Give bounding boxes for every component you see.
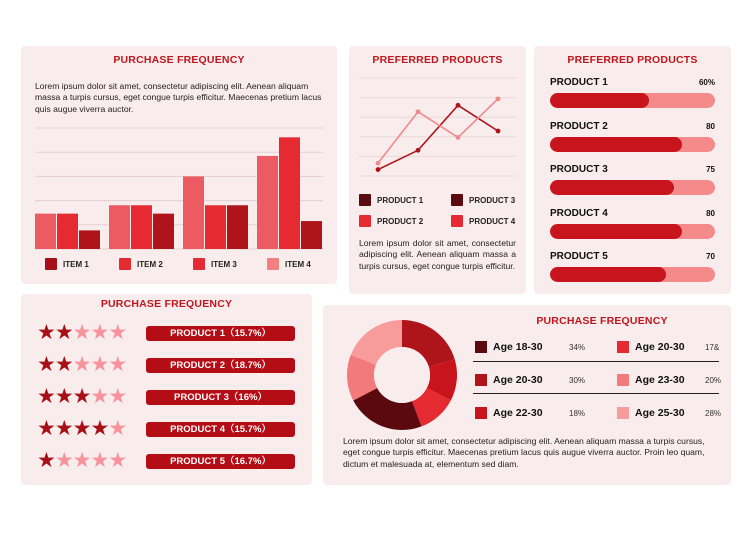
age-label: Age 23-30 <box>635 374 685 386</box>
legend-swatch <box>475 374 487 386</box>
product-pill: PRODUCT 5（16.7%） <box>146 454 295 469</box>
progress-label: PRODUCT 3 <box>550 164 608 175</box>
star-icon: ★ <box>72 385 91 408</box>
age-legend-item <box>617 407 721 419</box>
age-legend-item <box>475 374 585 386</box>
star-icon: ★ <box>72 449 91 472</box>
star-icon: ★ <box>72 321 91 344</box>
age-legend-item <box>475 407 585 419</box>
progress-track <box>550 93 715 108</box>
age-percent: 34% <box>569 342 586 352</box>
star-icon: ★ <box>90 353 109 376</box>
bar-chart <box>21 46 337 284</box>
star-rating <box>37 418 126 439</box>
bar <box>205 205 226 249</box>
progress-value: 80 <box>706 208 715 218</box>
age-percent: 17& <box>705 342 720 352</box>
series-line <box>378 99 498 163</box>
bar <box>227 205 248 249</box>
donut-hole <box>374 347 430 403</box>
age-label: Age 20-30 <box>635 341 685 353</box>
progress-fill <box>550 180 674 195</box>
star-icon: ★ <box>90 321 109 344</box>
panel-title: PURCHASE FREQUENCY <box>100 298 233 310</box>
age-label: Age 25-30 <box>635 407 685 419</box>
progress-value: 75 <box>706 165 715 174</box>
legend-swatch <box>475 341 487 353</box>
panel-description: Lorem ipsum dolor sit amet, consectetur adipiscing elit. Aenean aliquam massa a turpis cursus, eget congue turpis efficitur. Maecenas pretium lacus quis augue viverra auctor. Proin leo quam, dictum et malesuada at, elementum sed diam. <box>343 436 705 469</box>
product-pill: PRODUCT 4（15.7%） <box>146 422 295 437</box>
divider <box>473 393 719 394</box>
legend-swatch <box>617 407 629 419</box>
panel-title: PREFERRED PRODUCTS <box>567 54 698 66</box>
star-icon: ★ <box>37 321 55 344</box>
progress-track <box>550 180 715 195</box>
legend-swatch <box>451 215 463 227</box>
legend-swatch <box>359 215 371 227</box>
panel-description: Lorem ipsum dolor sit amet, consectetur adipiscing elit. Aenean aliquam massa a turpis cursus, eget congue turpis efficitur. <box>359 238 516 271</box>
legend-label: PRODUCT 2 <box>377 216 424 226</box>
bar <box>35 214 56 249</box>
legend-item <box>45 258 89 270</box>
age-distribution-panel <box>323 305 731 485</box>
data-point <box>456 135 461 140</box>
progress-value: 70 <box>706 252 715 261</box>
preferred-products-line-panel <box>349 46 526 294</box>
star-icon: ★ <box>90 449 109 472</box>
panel-description: Lorem ipsum dolor sit amet, consectetur adipiscing elit. Aenean aliquam massa a turpis cursus, eget congue turpis efficitur. Maecenas pretium lacus quis augue viverra auctor. <box>35 81 322 114</box>
data-point <box>376 161 381 166</box>
age-percent: 20% <box>705 375 722 385</box>
star-icon: ★ <box>108 417 127 440</box>
divider <box>473 361 719 362</box>
star-icon: ★ <box>108 321 127 344</box>
data-point <box>496 129 501 134</box>
legend-label: ITEM 1 <box>63 259 89 269</box>
legend-label: PRODUCT 4 <box>469 216 516 226</box>
legend-item <box>267 258 311 270</box>
progress-value: 80 <box>706 121 715 131</box>
progress-label: PRODUCT 2 <box>550 120 608 132</box>
legend-swatch <box>451 194 463 206</box>
bar <box>79 230 100 249</box>
preferred-products-progress-panel <box>534 46 731 294</box>
legend-swatch <box>359 194 371 206</box>
legend-item <box>119 258 163 270</box>
star-icon: ★ <box>54 417 73 440</box>
data-point <box>456 103 461 108</box>
star-icon: ★ <box>108 353 127 376</box>
progress-track <box>550 137 715 152</box>
progress-fill <box>550 267 666 282</box>
star-icon: ★ <box>37 353 55 376</box>
star-icon: ★ <box>54 353 73 376</box>
star-icon: ★ <box>108 449 127 472</box>
age-label: Age 20-30 <box>493 374 543 386</box>
star-icon: ★ <box>37 449 55 472</box>
bar <box>301 221 322 249</box>
progress-track <box>550 267 715 282</box>
age-legend-item <box>617 341 719 353</box>
legend-swatch <box>617 374 629 386</box>
legend-swatch <box>617 341 629 353</box>
bar <box>131 205 152 249</box>
product-pill: PRODUCT 3（16%） <box>146 390 295 405</box>
legend-item <box>193 258 237 270</box>
progress-fill <box>550 224 682 239</box>
progress-label: PRODUCT 1 <box>550 77 608 88</box>
age-legend-item <box>475 341 585 353</box>
age-legend-item <box>617 374 721 386</box>
bar <box>153 214 174 249</box>
legend-swatch <box>475 407 487 419</box>
star-icon: ★ <box>37 385 55 408</box>
star-icon: ★ <box>54 449 73 472</box>
star-rating <box>37 450 126 471</box>
age-label: Age 18-30 <box>493 341 543 353</box>
donut-chart <box>337 310 467 440</box>
legend-item <box>359 215 423 227</box>
panel-title: PURCHASE FREQUENCY <box>536 315 668 327</box>
star-icon: ★ <box>72 417 91 440</box>
legend-label: ITEM 4 <box>285 259 311 269</box>
legend-label: PRODUCT 3 <box>469 195 516 205</box>
bar <box>257 156 278 249</box>
legend-swatch <box>119 258 131 270</box>
age-percent: 28% <box>705 408 722 418</box>
star-rating <box>37 386 126 407</box>
data-point <box>496 96 501 101</box>
legend-item <box>451 194 515 206</box>
legend-label: ITEM 2 <box>137 259 163 269</box>
progress-track <box>550 224 715 239</box>
star-icon: ★ <box>37 417 55 440</box>
age-percent: 18% <box>569 408 586 418</box>
star-icon: ★ <box>54 385 73 408</box>
legend-swatch <box>267 258 279 270</box>
progress-label: PRODUCT 4 <box>550 207 608 219</box>
star-rating-panel <box>21 294 312 485</box>
star-rating <box>37 354 126 375</box>
age-label: Age 22-30 <box>493 407 543 419</box>
legend-swatch <box>193 258 205 270</box>
panel-title: PURCHASE FREQUENCY <box>113 54 245 66</box>
progress-fill <box>550 93 649 108</box>
age-percent: 30% <box>569 375 586 385</box>
series-line <box>378 105 498 169</box>
progress-value: 60% <box>698 78 715 87</box>
star-icon: ★ <box>90 385 109 408</box>
product-pill: PRODUCT 1（15.7%） <box>146 326 295 341</box>
product-pill: PRODUCT 2（18.7%） <box>146 358 295 373</box>
data-point <box>416 148 421 153</box>
panel-title: PREFERRED PRODUCTS <box>372 54 503 66</box>
star-icon: ★ <box>54 321 73 344</box>
bar <box>109 205 130 249</box>
legend-swatch <box>45 258 57 270</box>
bar <box>183 176 204 249</box>
bar <box>57 214 78 249</box>
legend-item <box>359 194 423 206</box>
purchase-frequency-panel <box>21 46 337 284</box>
star-icon: ★ <box>108 385 127 408</box>
legend-label: PRODUCT 1 <box>377 195 424 205</box>
bar <box>279 137 300 249</box>
star-icon: ★ <box>72 353 91 376</box>
legend-label: ITEM 3 <box>211 259 237 269</box>
legend-item <box>451 215 515 227</box>
star-rating <box>37 322 126 343</box>
data-point <box>376 167 381 172</box>
progress-label: PRODUCT 5 <box>550 251 608 262</box>
progress-fill <box>550 137 682 152</box>
data-point <box>416 109 421 114</box>
star-icon: ★ <box>90 417 109 440</box>
